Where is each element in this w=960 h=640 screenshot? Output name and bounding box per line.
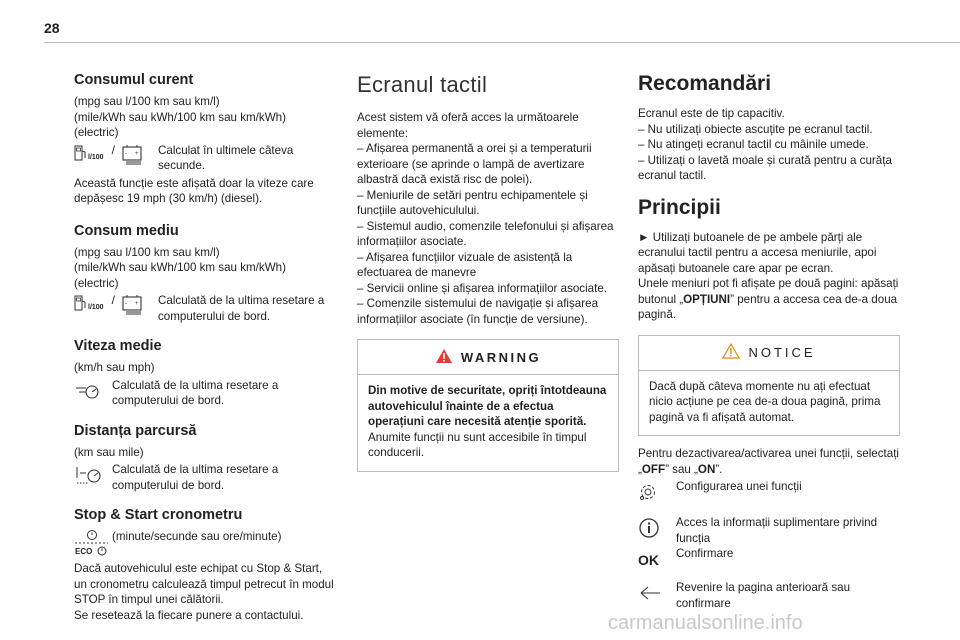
current-consumption-electric-label: (electric) bbox=[74, 126, 119, 139]
distance-gauge-icon bbox=[74, 462, 112, 488]
back-icon-row bbox=[638, 580, 900, 611]
stop-start-title: Stop & Start cronometru bbox=[74, 507, 243, 523]
warning-label: WARNING bbox=[460, 349, 542, 365]
warning-box bbox=[357, 339, 619, 472]
stop-start-units: (minute/secunde sau ore/minute) bbox=[112, 530, 282, 543]
current-consumption-desc: Calculat în ultimele câteva secunde. bbox=[158, 143, 294, 172]
average-consumption-units: (mpg sau l/100 km sau km/l) bbox=[74, 245, 220, 259]
eco-label: ECO bbox=[75, 547, 93, 556]
touch-screen-intro: Acest sistem vă oferă acces la următoarele elemente: bbox=[357, 111, 579, 140]
warning-triangle-icon bbox=[435, 348, 453, 367]
feature-list-item: – Servicii online și afișarea informațiilor asociate. bbox=[357, 281, 608, 295]
distance-travelled-title: Distanța parcursă bbox=[74, 422, 197, 439]
distance-travelled-desc: Calculată de la ultima resetare a computerului de bord. bbox=[112, 463, 279, 492]
notice-box bbox=[638, 335, 900, 437]
settings-icon-desc: Configurarea unei funcții bbox=[676, 480, 802, 493]
svg-text:+: + bbox=[134, 150, 139, 157]
fuel-pump-icon bbox=[74, 143, 88, 168]
average-speed-title: Viteza medie bbox=[74, 338, 162, 354]
feature-list-item: – Comenzile sistemului de navigație și afișarea informațiilor asociate (în funcție de versiune). bbox=[357, 297, 599, 326]
stop-start-timer-icon bbox=[74, 529, 112, 559]
options-button-label: OPȚIUNI bbox=[683, 292, 731, 306]
recommendation-item: – Nu utilizați obiecte ascuțite pe ecranul tactil. bbox=[638, 122, 873, 136]
current-consumption-title: Consumul curent bbox=[74, 72, 194, 88]
header-divider bbox=[44, 42, 960, 43]
gear-icon bbox=[638, 479, 676, 505]
ok-icon-desc: Confirmare bbox=[676, 547, 734, 560]
feature-list-item: – Afișarea funcțiilor vizuale de asistență la efectuarea de manevre bbox=[357, 250, 573, 279]
feature-list-item: – Afișarea permanentă a orei și a temperaturii exterioare (se aprinde o lampă de avertizare albastră dacă există risc de polei). bbox=[357, 142, 592, 186]
current-consumption-units: (mpg sau l/100 km sau km/l) bbox=[74, 95, 220, 108]
distance-travelled-icon-row bbox=[74, 462, 336, 493]
average-consumption-electric-label: (electric) bbox=[74, 276, 119, 290]
average-speed-icon-row bbox=[74, 378, 336, 409]
notice-triangle-icon bbox=[722, 343, 740, 362]
toggle-instructions: Pentru dezactivarea/activarea unei funcții, selectați „OFF” sau „ON”. bbox=[638, 447, 900, 476]
recommendations-title: Recomandări bbox=[638, 72, 772, 95]
battery-icon bbox=[121, 143, 145, 170]
l100-unit-label: l/100 bbox=[88, 304, 104, 311]
stop-start-icon-row bbox=[74, 529, 336, 559]
distance-travelled-units: (km sau mile) bbox=[74, 445, 144, 459]
stop-start-note: Dacă autovehiculul este echipat cu Stop & Start, un cronometru calculează timpul petrecut în modul STOP în timpul unei călătorii. bbox=[74, 562, 334, 606]
principles-text: ► Utilizați butoanele de pe ambele părți ale ecranului tactil pentru a accesa meniurile, apoi apăsați butoanele care apar pe ecran. bbox=[638, 230, 877, 275]
average-consumption-icon-row bbox=[74, 293, 336, 324]
fuel-pump-icon bbox=[74, 293, 88, 318]
slash-separator: / bbox=[111, 293, 115, 307]
average-speed-desc: Calculată de la ultima resetare a computerului de bord. bbox=[112, 378, 279, 407]
warning-bold-text: Din motive de securitate, opriți întotdeauna autovehiculul înainte de a efectua operațiuni care necesită atenție sporită. bbox=[368, 384, 607, 428]
average-speed-units: (km/h sau mph) bbox=[74, 361, 155, 374]
notice-header bbox=[639, 336, 899, 371]
current-consumption-note: Această funcție este afișată doar la viteze care depășesc 19 mph (30 km/h) (diesel). bbox=[74, 176, 314, 205]
warning-text: Anumite funcții nu sunt accesibile în timpul conducerii. bbox=[368, 430, 587, 459]
ok-icon-row bbox=[638, 546, 900, 568]
stop-start-reset-note: Se resetează la fiecare punere a contactului. bbox=[74, 608, 304, 622]
watermark: carmanualsonline.info bbox=[608, 612, 803, 634]
recommendations-column bbox=[638, 72, 900, 613]
warning-header bbox=[358, 340, 618, 375]
current-consumption-units-electric: (mile/kWh sau kWh/100 km sau km/kWh) bbox=[74, 110, 286, 124]
average-consumption-title: Consum mediu bbox=[74, 222, 179, 239]
touch-screen-title: Ecranul tactil bbox=[357, 72, 488, 97]
on-label: ON bbox=[697, 462, 716, 476]
svg-text:-: - bbox=[124, 150, 127, 157]
settings-icon-row bbox=[638, 479, 900, 505]
l100-unit-label: l/100 bbox=[88, 153, 104, 161]
off-label: OFF bbox=[641, 462, 666, 476]
principles-title: Principii bbox=[638, 195, 721, 219]
trip-computer-column bbox=[74, 72, 336, 623]
battery-icon bbox=[121, 293, 145, 320]
average-consumption-units-electric: (mile/kWh sau kWh/100 km sau km/kWh) bbox=[74, 261, 286, 274]
back-icon-desc: Revenire la pagina anterioară sau confirmare bbox=[676, 581, 851, 610]
recommendation-item: – Nu atingeți ecranul tactil cu mâinile umede. bbox=[638, 138, 869, 151]
touch-screen-column bbox=[357, 72, 619, 472]
recommendation-item: – Utilizați o lavetă moale și curată pentru a curăța ecranul tactil. bbox=[638, 153, 892, 182]
info-icon-row bbox=[638, 515, 900, 546]
speed-gauge-icon bbox=[74, 378, 112, 404]
notice-label: NOTICE bbox=[748, 345, 816, 360]
ok-icon: OK bbox=[638, 552, 659, 568]
page-number: 28 bbox=[44, 20, 60, 36]
feature-list-item: – Meniurile de setări pentru echipamentele și funcțiile autovehiculului. bbox=[357, 188, 588, 217]
recommendations-intro: Ecranul este de tip capacitiv. bbox=[638, 107, 785, 120]
notice-text: Dacă după câteva momente nu ați efectuat nicio acțiune pe cea de-a doua pagină, prima pagină va fi afișată automat. bbox=[649, 379, 881, 424]
back-arrow-icon bbox=[638, 580, 676, 606]
average-consumption-desc: Calculată de la ultima resetare a computerului de bord. bbox=[158, 294, 325, 323]
info-icon-desc: Acces la informații suplimentare privind funcția bbox=[676, 516, 878, 545]
principles-pages-text: Unele meniuri pot fi afișate pe două pagini: apăsați butonul „OPȚIUNI” pentru a accesa cea de-a doua pagină. bbox=[638, 277, 899, 321]
info-icon bbox=[638, 515, 676, 541]
svg-text:-: - bbox=[124, 301, 127, 307]
current-consumption-icon-row bbox=[74, 143, 336, 174]
feature-list-item: – Sistemul audio, comenzile telefonului și afișarea informațiilor asociate. bbox=[357, 219, 614, 248]
svg-text:+: + bbox=[134, 301, 139, 307]
slash-separator: / bbox=[111, 142, 115, 157]
